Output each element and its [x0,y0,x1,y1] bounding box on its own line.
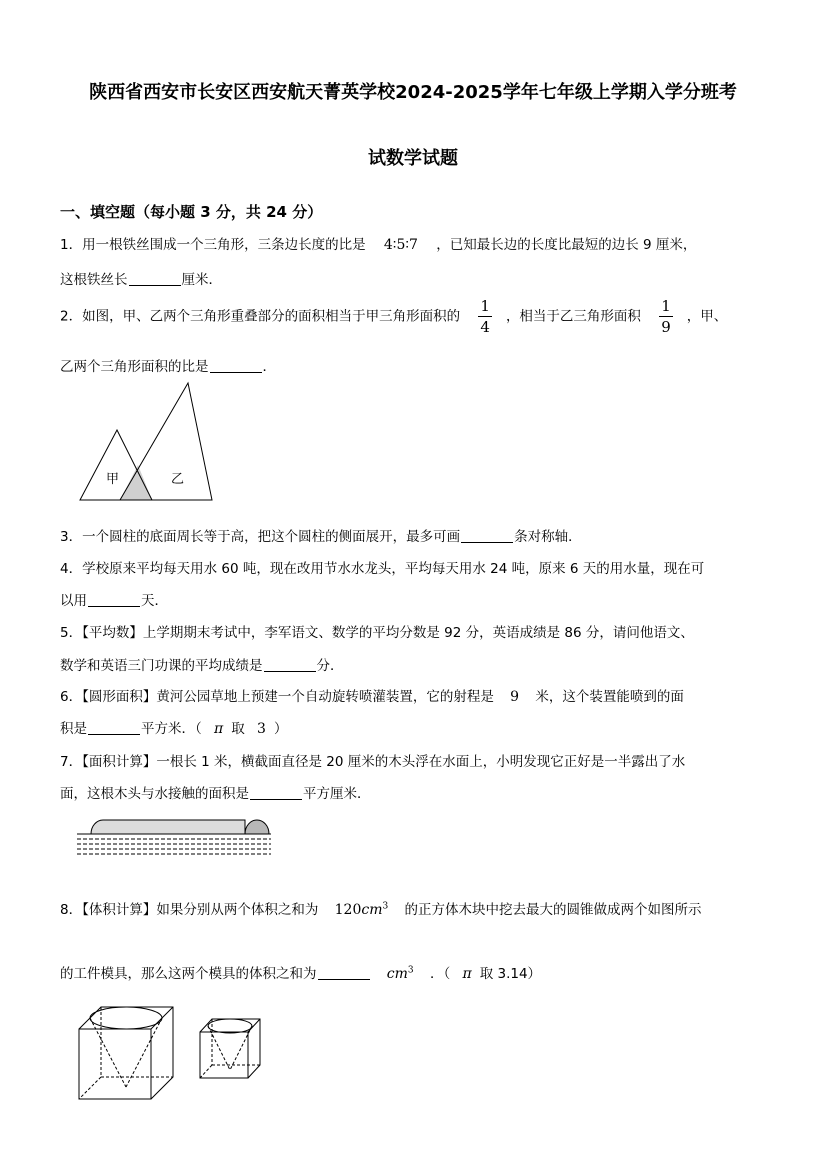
q7-line-1: 7．【面积计算】一根长 1 米，横截面直径是 20 厘米的木头浮在水面上，小明发现它正好是一半露出了水 [60,754,686,770]
small-cube-mold [200,1019,260,1078]
q3-text-b: 条对称轴． [514,529,582,545]
q1-text-b: ，已知最长边的长度比最短的边长 9 厘米， [436,237,697,253]
q8-answer-blank[interactable] [318,965,370,980]
large-cube-hidden-3 [79,1077,101,1099]
small-cone-top [208,1019,252,1033]
overlap-region [120,465,152,500]
q2-text-d: 乙两个三角形面积的比是 [60,359,209,375]
q8-volume-unit: cm [361,902,383,918]
q8-volume-exp: 3 [382,901,389,912]
q2-fraction-1-den: 4 [480,318,490,336]
q8-line-2 [60,962,541,982]
q8-answer-unit [387,966,414,982]
log-body [91,820,245,834]
q6-close: ） [273,721,288,737]
q3-text-a: 3．一个圆柱的底面周长等于高，把这个圆柱的侧面展开，最多可画 [60,529,461,545]
q8-unit2: cm [386,966,408,982]
q1-text-c: 这根铁丝长 [60,272,128,288]
q2-answer-blank[interactable] [210,358,262,373]
q3-answer-blank[interactable] [461,528,513,543]
q5-text-b: 数学和英语三门功课的平均成绩是 [60,658,263,674]
q2-text-c: ，甲、 [686,308,728,325]
q6-text-a: 6．【圆形面积】黄河公园草地上预建一个自动旋转喷灌装置，它的射程是 [60,689,494,705]
q2-line-1 [60,296,727,337]
small-cube-hidden-3 [200,1065,212,1078]
q1-text-d: 厘米． [181,272,222,288]
cube-cone-figure [75,995,275,1105]
q8-pi: π [462,966,472,982]
q8-text-d: ．（ [429,966,451,982]
q5-line-2 [60,654,344,674]
q5-answer-blank[interactable] [264,657,316,672]
q8-text-c: 的工件模具，那么这两个模具的体积之和为 [60,966,317,982]
q7-answer-blank[interactable] [250,785,302,800]
q6-take: 取 [231,721,245,737]
q7-text-c: 平方厘米． [303,786,371,802]
overlapping-triangles-figure [70,380,220,505]
q2-text-e: ． [262,359,276,375]
title-line-1: 陕西省西安市长安区西安航天菁英学校2024-2025学年七年级上学期入学分班考 [89,82,737,103]
q2-text-a: 2．如图，甲、乙两个三角形重叠部分的面积相当于甲三角形面积的 [60,308,461,325]
q7-line-2 [60,782,371,802]
q4-line-1: 4．学校原来平均每天用水 60 吨，现在改用节水水龙头，平均每天用水 24 吨，原来 6 天的用水量，现在可 [60,561,705,577]
log-end [245,820,269,834]
q1-line-2 [60,268,222,288]
q4-answer-blank[interactable] [88,592,140,607]
q8-volume [335,902,389,918]
q6-three: 3 [257,721,266,737]
section-heading: 一、填空题（每小题 3 分，共 24 分） [60,203,323,221]
q1-answer-blank[interactable] [129,271,181,286]
q5-text-c: 分． [316,658,344,674]
small-cube-front [200,1032,248,1078]
q1-text-a: 1．用一根铁丝围成一个三角形，三条边长度的比是 [60,237,366,253]
q6-line-2 [60,717,287,737]
q2-fraction-2-den: 9 [661,318,671,336]
q8-exp2: 3 [407,965,414,976]
floating-log-figure [75,808,275,860]
q6-answer-blank[interactable] [88,720,140,735]
q6-text-d: 平方米．（ [141,721,202,737]
q6-line-1 [60,685,684,705]
small-cube-top-edge [248,1019,260,1032]
q6-radius: 9 [510,689,520,705]
q2-fraction-1 [478,296,492,337]
q8-line-1 [60,898,702,918]
q3-line [60,525,582,545]
q5-line-1: 5．【平均数】上学期期末考试中，李军语文、数学的平均分数是 92 分，英语成绩是 86 分，请问他语文、 [60,625,694,641]
q2-text-b: ，相当于乙三角形面积 [505,308,641,325]
q4-line-2 [60,589,168,609]
title-line-2: 试数学试题 [368,148,458,169]
q8-text-e: 取 3.14） [479,966,542,982]
label-yi: 乙 [171,472,185,487]
q6-text-b: 米，这个装置能喷到的面 [535,689,684,705]
q2-line-2 [60,355,276,375]
q1-ratio: 4∶5∶7 [383,237,418,253]
q8-volume-number: 120 [334,902,362,918]
q6-text-c: 积是 [60,721,87,737]
q4-text-c: 天． [141,593,168,609]
q8-text-b: 的正方体木块中挖去最大的圆锥做成两个如图所示 [404,902,702,918]
q4-text-b: 以用 [60,593,87,609]
q6-pi: π [214,721,224,737]
q1-line-1 [60,233,696,253]
q2-fraction-2 [659,296,673,337]
large-cube-mold [79,1007,173,1099]
q2-fraction-1-num: 1 [480,297,490,315]
label-jia: 甲 [106,472,120,487]
q8-text-a: 8．【体积计算】如果分别从两个体积之和为 [60,902,319,918]
q7-text-b: 面，这根木头与水接触的面积是 [60,786,249,802]
q2-fraction-2-num: 1 [661,297,671,315]
